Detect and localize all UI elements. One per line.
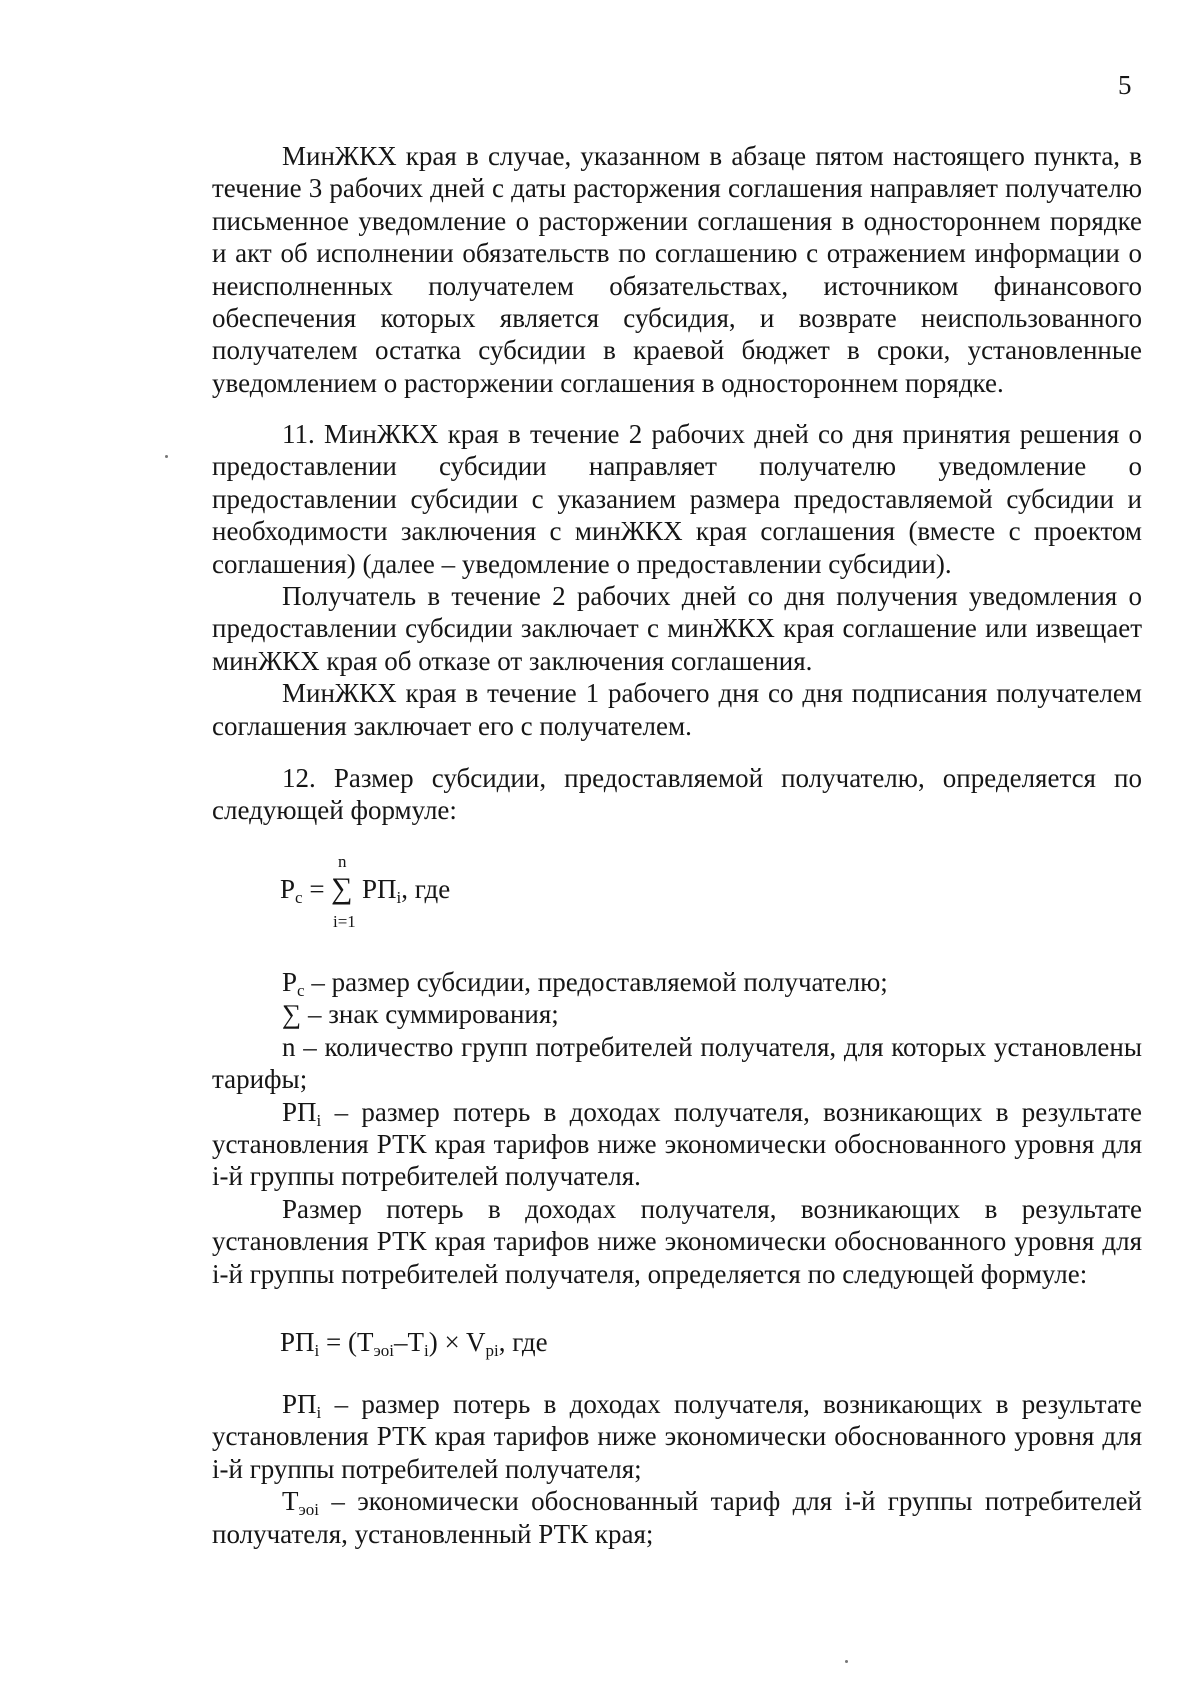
definition-sum: ∑ – знак суммирования; bbox=[282, 999, 559, 1030]
definition-n: n – количество групп потребителей получателя, для которых установлены тарифы; bbox=[212, 1031, 1142, 1095]
definition-rpi-2: $РП_i$ – размер потерь в доходах получателя, возникающих в результате установления РТК края тарифов ниже экономически обоснованного уровня для i-й группы потребителей получателя; bbox=[212, 1389, 1142, 1484]
paragraph-item-12: 12. Размер субсидии, предоставляемой получателю, определяется по следующей формуле: bbox=[212, 763, 1142, 826]
paragraph-block-termination bbox=[212, 140, 1142, 399]
formula-rhs: $РП_i$, где bbox=[362, 874, 451, 907]
sum-symbol: ∑ bbox=[331, 872, 353, 905]
definition-rc: $Р_с$ – размер субсидии, предоставляемой получателю; bbox=[282, 967, 888, 1000]
paragraph-recipient-agreement: Получатель в течение 2 рабочих дней со дня получения уведомления о предоставлении субсидии заключает с минЖКХ края соглашение или извещает минЖКХ края об отказе от заключения соглашения. bbox=[212, 581, 1142, 676]
paragraph-block-item-12 bbox=[212, 762, 1142, 827]
sum-upper-limit: n bbox=[338, 852, 347, 871]
scan-speck bbox=[165, 455, 168, 458]
paragraph-block-item-11 bbox=[212, 418, 1142, 742]
definition-teoi: $Т_{эоi}$ – экономически обоснованный тариф для i-й группы потребителей получателя, установленный РТК края; bbox=[212, 1486, 1142, 1549]
paragraph-termination-notice: МинЖКХ края в случае, указанном в абзаце пятом настоящего пункта, в течение 3 рабочих дней с даты расторжения соглашения направляет получателю письменное уведомление о расторжении соглашения в одностороннем порядке и акт об исполнении обязательств по соглашению с отражением информации о неисполненных получателем обязательствах, источником финансового обеспечения которых является субсидия, и возврате неиспользованного получателем остатка субсидии в краевой бюджет в сроки, установленные уведомлением о расторжении соглашения в одностороннем порядке. bbox=[212, 141, 1142, 398]
scan-speck bbox=[845, 1660, 848, 1663]
definitions-block-1 bbox=[212, 966, 1142, 1290]
definition-rpi: $РП_i$ – размер потерь в доходах получателя, возникающих в результате установления РТК края тарифов ниже экономически обоснованного уровня для i-й группы потребителей получателя. bbox=[212, 1096, 1142, 1192]
formula-lhs: $Р_с$ = bbox=[280, 874, 325, 907]
paragraph-loss-formula-intro: Размер потерь в доходах получателя, возникающих в результате установления РТК края тарифов ниже экономически обоснованного уровня для i-й группы потребителей получателя, определяется по следующей формуле: bbox=[212, 1193, 1142, 1289]
page-number: 5 bbox=[1118, 70, 1132, 100]
paragraph-item-11: 11. МинЖКХ края в течение 2 рабочих дней со дня принятия решения о предоставлении субсидии направляет получателю уведомление о предоставлении субсидии с указанием размера предоставляемой субсидии и необходимости заключения с минЖКХ края соглашения (вместе с проектом соглашения) (далее – уведомление о предоставлении субсидии). bbox=[212, 419, 1142, 579]
sum-lower-limit: i=1 bbox=[333, 912, 356, 931]
definitions-block-2 bbox=[212, 1388, 1142, 1550]
subsidy-formula bbox=[280, 852, 480, 932]
paragraph-signing: МинЖКХ края в течение 1 рабочего дня со дня подписания получателем соглашения заключает его с получателем. bbox=[212, 678, 1142, 741]
loss-formula: $РП_i = (Т_{эоi}-Т_i) \times V_{pi}$, где bbox=[280, 1327, 548, 1360]
